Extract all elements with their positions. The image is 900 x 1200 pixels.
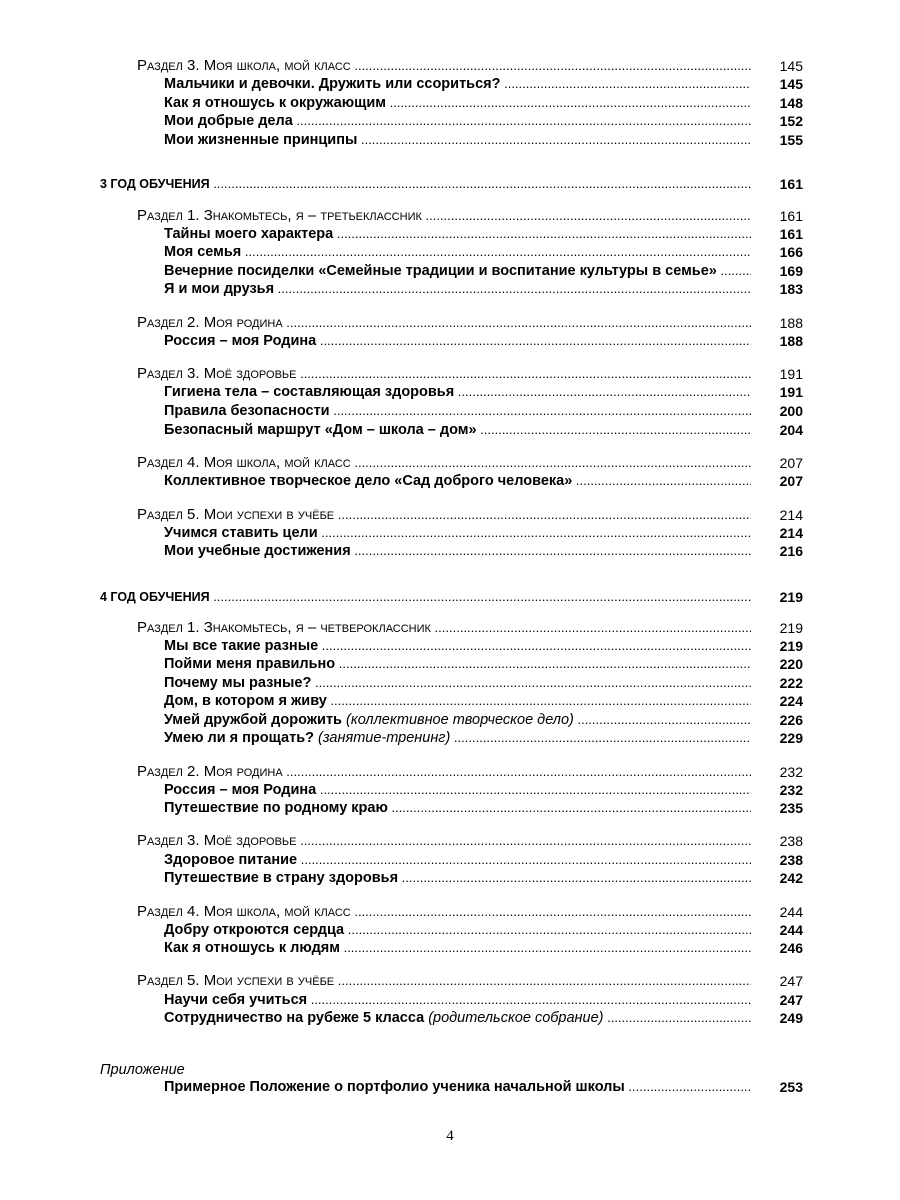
toc-entry[interactable]: Учимся ставить цели ..... 214 bbox=[164, 523, 803, 543]
toc-entry[interactable]: Вечерние посиделки «Семейные традиции и воспитание культуры в семье» ..... 169 bbox=[164, 261, 803, 281]
toc-entry[interactable]: Моя семья ..... 166 bbox=[164, 242, 803, 262]
toc-entry[interactable]: Мальчики и девочки. Дружить или ссориться? ..... 145 bbox=[164, 74, 803, 94]
toc-entry[interactable]: Мои добрые дела ..... 152 bbox=[164, 111, 803, 131]
toc-section[interactable]: Раздел 3. Моя школа, мой класс ..... 145 bbox=[137, 56, 803, 76]
toc-entry[interactable]: Россия – моя Родина ..... 188 bbox=[164, 331, 803, 351]
toc-section[interactable]: Раздел 1. Знакомьтесь, я – четвероклассник ..... 219 bbox=[137, 618, 803, 638]
page-number: 4 bbox=[446, 1128, 454, 1144]
toc-entry[interactable]: Я и мои друзья ..... 183 bbox=[164, 279, 803, 299]
toc-entry[interactable]: Умей дружбой дорожить (коллективное творческое дело) ..... 226 bbox=[164, 710, 803, 730]
toc-entry-note: (родительское собрание) bbox=[428, 1010, 604, 1026]
toc-section[interactable]: Раздел 3. Моё здоровье ..... 191 bbox=[137, 364, 803, 384]
toc-entry[interactable]: Мои жизненные принципы ..... 155 bbox=[164, 130, 803, 150]
toc-year-heading[interactable]: 4 ГОД ОБУЧЕНИЯ ..... 219 bbox=[100, 587, 803, 607]
toc-appendix-heading: Приложение bbox=[100, 1062, 185, 1078]
toc-entry[interactable]: Пойми меня правильно ..... 220 bbox=[164, 654, 803, 674]
toc-entry[interactable]: Примерное Положение о портфолио ученика начальной школы ..... 253 bbox=[164, 1077, 803, 1097]
toc-section[interactable]: Раздел 5. Мои успехи в учёбе ..... 247 bbox=[137, 971, 803, 991]
toc-entry[interactable]: Путешествие по родному краю ..... 235 bbox=[164, 798, 803, 818]
toc-entry[interactable]: Сотрудничество на рубеже 5 класса (родительское собрание) ..... 249 bbox=[164, 1008, 803, 1028]
toc-entry[interactable]: Мы все такие разные ..... 219 bbox=[164, 636, 803, 656]
toc-entry[interactable]: Здоровое питание ..... 238 bbox=[164, 850, 803, 870]
toc-entry[interactable]: Как я отношусь к людям ..... 246 bbox=[164, 938, 803, 958]
toc-entry[interactable]: Правила безопасности ..... 200 bbox=[164, 401, 803, 421]
toc-entry[interactable]: Научи себя учиться ..... 247 bbox=[164, 990, 803, 1010]
toc-year-heading[interactable]: 3 ГОД ОБУЧЕНИЯ ..... 161 bbox=[100, 174, 803, 194]
toc-section[interactable]: Раздел 4. Моя школа, мой класс ..... 244 bbox=[137, 902, 803, 922]
toc-section[interactable]: Раздел 2. Моя родина ..... 188 bbox=[137, 313, 803, 333]
toc-entry[interactable]: Безопасный маршрут «Дом – школа – дом» ..... 204 bbox=[164, 420, 803, 440]
toc-entry[interactable]: Почему мы разные? ..... 222 bbox=[164, 673, 803, 693]
toc-section[interactable]: Раздел 1. Знакомьтесь, я – третьеклассник ..... 161 bbox=[137, 206, 803, 226]
toc-entry[interactable]: Умею ли я прощать? (занятие-тренинг) ..... 229 bbox=[164, 728, 803, 748]
toc-entry[interactable]: Гигиена тела – составляющая здоровья ..... 191 bbox=[164, 382, 803, 402]
toc-entry[interactable]: Тайны моего характера ..... 161 bbox=[164, 224, 803, 244]
toc-entry-note: (занятие-тренинг) bbox=[318, 730, 451, 746]
toc-entry[interactable]: Россия – моя Родина ..... 232 bbox=[164, 780, 803, 800]
toc-entry[interactable]: Добру откроются сердца ..... 244 bbox=[164, 920, 803, 940]
toc-entry[interactable]: Дом, в котором я живу ..... 224 bbox=[164, 691, 803, 711]
toc-entry[interactable]: Путешествие в страну здоровья ..... 242 bbox=[164, 868, 803, 888]
toc-section[interactable]: Раздел 3. Моё здоровье ..... 238 bbox=[137, 831, 803, 851]
toc-section[interactable]: Раздел 4. Моя школа, мой класс ..... 207 bbox=[137, 453, 803, 473]
toc-entry[interactable]: Как я отношусь к окружающим ..... 148 bbox=[164, 93, 803, 113]
toc-entry[interactable]: Коллективное творческое дело «Сад доброго человека» ..... 207 bbox=[164, 471, 803, 491]
toc-section[interactable]: Раздел 5. Мои успехи в учёбе ..... 214 bbox=[137, 505, 803, 525]
toc-section[interactable]: Раздел 2. Моя родина ..... 232 bbox=[137, 762, 803, 782]
toc-entry-note: (коллективное творческое дело) bbox=[346, 712, 574, 728]
toc-entry[interactable]: Мои учебные достижения ..... 216 bbox=[164, 541, 803, 561]
